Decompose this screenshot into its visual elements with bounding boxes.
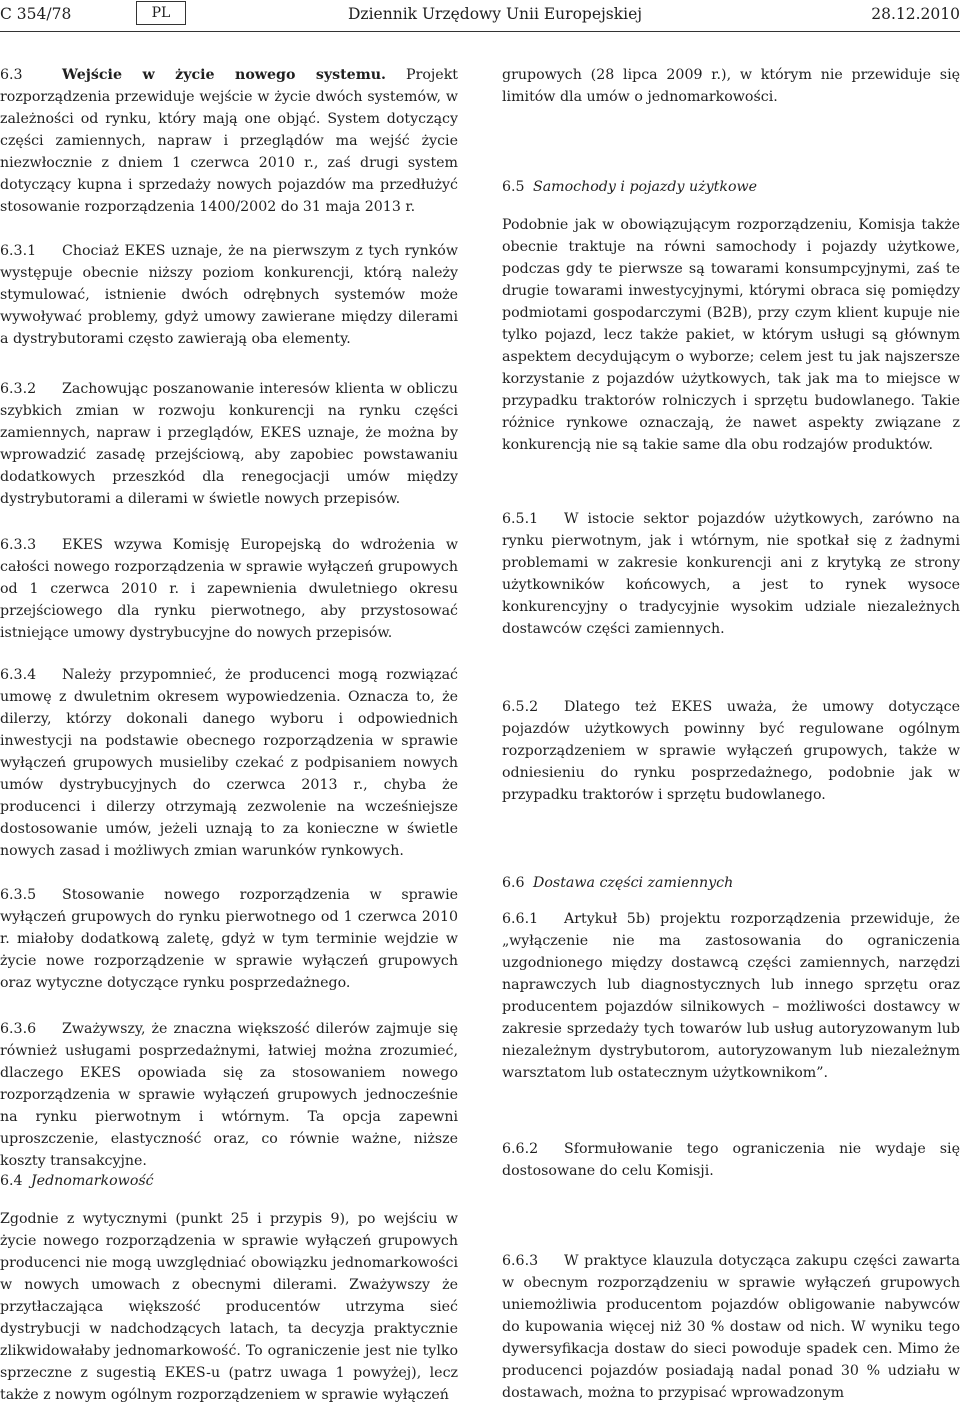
paragraph-text: Zważywszy, że znaczna większość dilerów zajmuje się również usługami posprzedażnymi, łatwiej można zrozumieć, dlaczego EKES opowiada się za stosowaniem nowego rozporządzenia w sprawie wyłączeń grupowych jednocześnie na rynku pierwotnym i wtórnym. Ta opcja zapewni uproszczenie, elastyczność oraz, co równie ważne, niższe koszty transakcyjne.	[0, 1021, 458, 1169]
paragraph-6-3-5	[0, 884, 458, 994]
paragraph-number: 6.5.2	[502, 699, 539, 715]
paragraph-6-6-1	[502, 908, 960, 1084]
paragraph-6-3-2	[0, 378, 458, 510]
section-heading-6-6	[502, 872, 733, 894]
paragraph-6-4	[0, 1208, 458, 1406]
paragraph-number: 6.3.2	[0, 381, 37, 397]
paragraph-6-6-2	[502, 1138, 960, 1182]
paragraph-number: 6.3.4	[0, 667, 37, 683]
page-header	[0, 0, 960, 34]
paragraph-text: Zachowując poszanowanie interesów klienta w obliczu szybkich zmian w rozwoju konkurencji na rynku części zamiennych, napraw i przeglądów, EKES uznaje, że można by wprowadzić zasadę przejściową, aby zapobiec powstawaniu dodatkowych przeszkód dla renegocjacji umów między dystrybutorami a dilerami w świetle nowych przepisów.	[0, 381, 458, 507]
paragraph-text: Dlatego też EKES uważa, że umowy dotyczące pojazdów użytkowych powinny być regulowane ogólnym rozporządzeniem w sprawie wyłączeń grupowych, także w odniesieniu do rynku posprzedażnego, podobnie jak w przypadku traktorów i sprzętu budowlanego.	[502, 699, 960, 803]
section-title: Dostawa części zamiennych	[533, 875, 734, 891]
section-title: Samochody i pojazdy użytkowe	[533, 179, 758, 195]
section-title: Jednomarkowość	[31, 1173, 154, 1189]
language-badge: PL	[136, 1, 186, 25]
paragraph-6-3	[0, 64, 458, 218]
header-rule	[0, 31, 960, 32]
paragraph-text: Artykuł 5b) projektu rozporządzenia przewiduje, że „wyłączenie nie ma zastosowania do ograniczenia uzgodnionego między dostawcą części zamiennych, narzędzi naprawczych lub diagnostycznych lub innego sprzętu oraz producentem pojazdów silnikowych – możliwości dostawcy w zakresie sprzedaży tych towarów lub usług autoryzowanym lub niezależnym dystrybutorom, autoryzowanym lub niezależnym warsztatom lub ostatecznym użytkownikom”.	[502, 911, 960, 1081]
paragraph-text: Podobnie jak w obowiązującym rozporządzeniu, Komisja także obecnie traktuje na równi samochody i pojazdy użytkowe, podczas gdy te pierwsze są towarami konsumpcyjnymi, zaś te drugie towarami inwestycyjnymi, którymi obraca się pomiędzy podmiotami gospodarczymi (B2B), przy czym klient kupuje nie tylko pojazd, lecz także pakiet, w którym usługi są głównym aspektem decydującym o wyborze; celem jest tu jak najszersze korzystanie z pojazdów użytkowych, tak jak ma to miejsce w przypadku traktorów rolniczych i sprzętu budowlanego. Takie różnice rynkowe oznaczają, że nawet aspekty związane z konkurencją nie są takie same dla obu rodzajów produktów.	[502, 217, 960, 453]
paragraph-number: 6.5.1	[502, 511, 539, 527]
section-heading-6-4	[0, 1170, 154, 1192]
paragraph-text: grupowych (28 lipca 2009 r.), w którym nie przewiduje się limitów dla umów o jednomarkowości.	[502, 67, 960, 105]
paragraph-number: 6.3	[0, 67, 23, 83]
paragraph-text: Zgodnie z wytycznymi (punkt 25 i przypis 9), po wejściu w życie nowego rozporządzenia w sprawie wyłączeń grupowych producenci nie mogą uwzględniać obowiązku jednomarkowości w nowych umowach z obecnymi dilerami. Zważywszy że przytłaczająca większość producentów utrzyma sieć dystrybucji w nadchodzących latach, ta decyzja praktycznie zlikwidowałaby jednomarkowość. To ograniczenie jest nie tylko sprzeczne z sugestią EKES-u (patrz uwaga 1 powyżej), lecz także z nowym ogólnym rozporządzeniem w sprawie wyłączeń	[0, 1211, 458, 1403]
doc-reference: C 354/78	[0, 5, 72, 23]
paragraph-number: 6.6.2	[502, 1141, 539, 1157]
paragraph-number: 6.3.5	[0, 887, 37, 903]
section-number: 6.4	[0, 1173, 23, 1189]
paragraph-6-3-4	[0, 664, 458, 862]
paragraph-text: Stosowanie nowego rozporządzenia w sprawie wyłączeń grupowych do rynku pierwotnego od 1 czerwca 2010 r. miałoby dodatkową zaletę, gdyż w tym terminie wejdzie w życie nowe rozporządzenie w sprawie wyłączeń grupowych oraz wytyczne dotyczące rynku posprzedażnego.	[0, 887, 458, 991]
paragraph-6-6-3	[502, 1250, 960, 1404]
journal-title: Dziennik Urzędowy Unii Europejskiej	[348, 5, 643, 23]
paragraph-number: 6.3.1	[0, 243, 37, 259]
paragraph-6-5-2	[502, 696, 960, 806]
paragraph-number: 6.6.3	[502, 1253, 539, 1269]
paragraph-6-3-1	[0, 240, 458, 350]
paragraph-number: 6.6.1	[502, 911, 539, 927]
publication-date: 28.12.2010	[871, 5, 960, 23]
paragraph-6-5-1	[502, 508, 960, 640]
paragraph-number: 6.3.6	[0, 1021, 37, 1037]
paragraph-number: 6.3.3	[0, 537, 37, 553]
paragraph-6-3-6	[0, 1018, 458, 1172]
section-heading-6-5	[502, 176, 757, 198]
paragraph-text: W istocie sektor pojazdów użytkowych, zarówno na rynku pierwotnym, jak i wtórnym, nie spotkał się z żadnymi problemami w zakresie konkurencji ani z krytyką ze strony użytkowników końcowych, a jest to rynek wysoce konkurencyjny o tradycyjnie wysokim udziale niezależnych dostawców części zamiennych.	[502, 511, 960, 637]
section-number: 6.6	[502, 875, 525, 891]
paragraph-text: EKES wzywa Komisję Europejską do wdrożenia w całości nowego rozporządzenia w sprawie wyłączeń grupowych od 1 czerwca 2010 r. i zapewnienia dwuletniego okresu przejściowego dla rynku pierwotnego, aby przystosować istniejące umowy dystrybucyjne do nowych przepisów.	[0, 537, 458, 641]
paragraph-6-3-3	[0, 534, 458, 644]
paragraph-text: Należy przypomnieć, że producenci mogą rozwiązać umowę z dwuletnim okresem wypowiedzenia. Oznacza to, że dilerzy, którzy dokonali danego wyboru i odpowiednich inwestycji na podstawie obecnego rozporządzenia w sprawie wyłączeń grupowych musieliby czekać z podpisaniem nowych umów dystrybucyjnych do czerwca 2013 r., chyba że producenci i dilerzy otrzymają zezwolenie na wcześniejsze dostosowanie umów, jeżeli uznają to za konieczne w świetle nowych zasad i możliwych zmian warunków rynkowych.	[0, 667, 458, 859]
paragraph-text: Sformułowanie tego ograniczenia nie wydaje się dostosowane do celu Komisji.	[502, 1141, 960, 1179]
paragraph-6-5	[502, 214, 960, 456]
paragraph-text: W praktyce klauzula dotycząca zakupu części zawarta w obecnym rozporządzeniu w sprawie wyłączeń grupowych uniemożliwia producentom pojazdów obligowanie nabywców do kupowania więcej niż 30 % dostaw od nich. W wyniku tego dywersyfikacja dostaw do sieci powoduje spadek cen. Mimo że producenci pojazdów posiadają nadal ponad 30 % udziału w dostawach, można to przypisać wprowadzonym	[502, 1253, 960, 1401]
section-number: 6.5	[502, 179, 525, 195]
paragraph-text: Projekt rozporządzenia przewiduje wejście w życie dwóch systemów, w zależności od rynku, który mają one objąć. System dotyczący części zamiennych, napraw i przeglądów ma wejść życie niezwłocznie z dniem 1 czerwca 2010 r., zaś drugi system dotyczący kupna i sprzedaży nowych pojazdów ma przedłużyć stosowanie rozporządzenia 1400/2002 do 31 maja 2013 r.	[0, 67, 458, 215]
paragraph-text: Chociaż EKES uznaje, że na pierwszym z tych rynków występuje obecnie niższy poziom konkurencji, którą należy stymulować, istnienie dwóch odrębnych systemów może wywoływać problemy, gdyż umowy zawierane między dilerami a dystrybutorami często zawierają oba elementy.	[0, 243, 458, 347]
paragraph-6-4-continued	[502, 64, 960, 108]
paragraph-lead: Wejście w życie nowego systemu.	[62, 67, 386, 83]
